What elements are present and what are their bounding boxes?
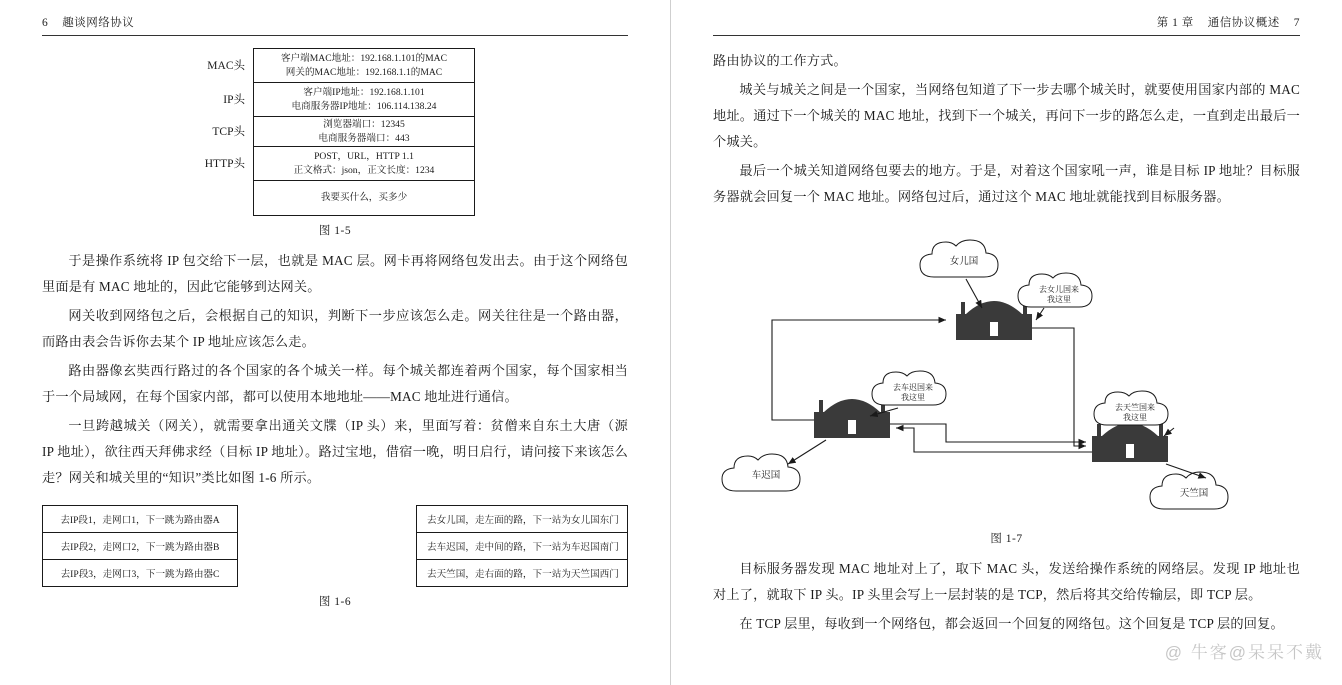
figure-1-7 — [714, 224, 1299, 524]
callout-chechigo — [872, 371, 946, 405]
routing-row: 去女儿国，走左面的路，下一站为女儿国东门 — [417, 506, 627, 533]
watermark: @ 牛客@呆呆不戴 — [1164, 643, 1324, 662]
routing-row: 去IP段3，走网口3，下一跳为路由器C — [60, 569, 220, 580]
svg-text:我这里: 我这里 — [901, 393, 925, 402]
routing-table-ip — [42, 505, 238, 587]
right-paragraph-2: 城关与城关之间是一个国家，当网络包知道了下一步去哪个城关时，就要使用国家内部的 MAC 地址。通过下一个城关的 MAC 地址，找到下一个城关，再问下一步的路怎么走，一直到走出最后一个城关。 — [713, 82, 1300, 149]
label-http-header: HTTP头 — [204, 158, 245, 170]
routing-row: 去IP段1，走网口1，下一跳为路由器A — [43, 506, 237, 533]
cloud-nuergo — [920, 240, 998, 277]
left-paragraph-3: 路由器像玄奘西行路过的各个国家的各个城关一样。每个城关都连着两个国家，每个国家相当于一个局域网，在每个国家内部，都可以使用本地地址——MAC 地址进行通信。 — [42, 363, 628, 404]
right-paragraph-5: 在 TCP 层里，每收到一个网络包，都会返回一个回复的网络包。这个回复是 TCP 层的回复。 — [739, 616, 1284, 631]
right-paragraph-4: 目标服务器发现 MAC 地址对上了，取下 MAC 头，发送给操作系统的网络层。发现 IP 地址也对上了，就取下 IP 头。IP 头里会写上一层封装的是 TCP，然后将其交给传输层，即 TCP 层。 — [713, 561, 1300, 602]
right-paragraph-1: 路由协议的工作方式。 — [713, 53, 847, 68]
right-head-rule — [713, 35, 1300, 36]
routing-row: 去天竺国，走右面的路，下一站为天竺国西门 — [427, 569, 619, 580]
packet-tcp-line-2: 电商服务器端口：443 — [318, 132, 410, 144]
label-tcp-header: TCP头 — [212, 126, 245, 138]
figure-1-5-labels — [195, 48, 253, 216]
packet-row-ip — [254, 83, 474, 117]
left-paragraph-4: 一旦跨越城关（网关），就需要拿出通关文牒（IP 头）来，里面写着：贫僧来自东土大唐（源 IP 地址），欲往西天拜佛求经（目标 IP 地址）。路过宝地，借宿一晚，明日启行，请问接下来该怎么走？网关和城关里的“知识”类比如图 1-6 所示。 — [42, 418, 628, 485]
cloud-chechigo — [722, 454, 800, 491]
left-page-number: 6 — [42, 17, 49, 29]
right-page-number: 7 — [1293, 17, 1300, 29]
gateway-icon-left — [814, 399, 890, 438]
svg-text:我这里: 我这里 — [1123, 413, 1147, 422]
routing-row: 去IP段2，走网口2，下一跳为路由器B — [43, 533, 237, 560]
figure-1-5-packet-box — [253, 48, 475, 216]
packet-row-payload — [254, 181, 474, 215]
gateway-icon-right — [1092, 423, 1168, 462]
packet-tcp-line-1: 浏览器端口：12345 — [323, 118, 405, 130]
packet-http-line-2: 正文格式：json，正文长度：1234 — [293, 164, 435, 176]
left-running-title: 趣谈网络协议 — [62, 17, 135, 29]
right-running-title: 通信协议概述 — [1207, 17, 1280, 29]
right-running-chapter: 第 1 章 — [1156, 17, 1194, 29]
svg-text:车迟国: 车迟国 — [751, 470, 781, 481]
svg-text:女儿国: 女儿国 — [949, 256, 979, 267]
svg-text:我这里: 我这里 — [1047, 295, 1071, 304]
right-paragraph-3: 最后一个城关知道网络包要去的地方。于是，对着这个国家吼一声，谁是目标 IP 地址？目标服务器就会回复一个 MAC 地址。网络包过后，通过这个 MAC 地址就能找到目标服务器。 — [713, 163, 1300, 204]
callout-nuergo — [1018, 273, 1092, 307]
figure-1-6-caption: 图 1-6 — [318, 596, 352, 608]
left-running-head — [42, 14, 628, 32]
left-paragraph-2: 网关收到网络包之后，会根据自己的知识，判断下一步应该怎么走。网关往往是一个路由器，而路由表会告诉你去某个 IP 地址应该怎么走。 — [42, 308, 628, 349]
callout-tianzhuguo — [1094, 391, 1168, 425]
packet-ip-line-1: 客户端IP地址：192.168.1.101 — [303, 86, 425, 98]
label-mac-header: MAC头 — [207, 60, 245, 72]
packet-http-line-1: POST，URL，HTTP 1.1 — [314, 150, 414, 162]
cloud-tianzhuguo — [1150, 472, 1228, 509]
figure-1-7-caption: 图 1-7 — [990, 533, 1023, 545]
svg-text:去车迟国来: 去车迟国来 — [893, 383, 933, 392]
right-page — [671, 0, 1342, 685]
packet-row-tcp — [254, 117, 474, 147]
packet-mac-line-1: 客户端MAC地址：192.168.1.101的MAC — [280, 52, 448, 64]
gateway-icon-top — [956, 301, 1032, 340]
packet-row-mac — [254, 49, 474, 83]
svg-text:去女儿国来: 去女儿国来 — [1039, 285, 1079, 294]
right-running-head — [713, 14, 1300, 32]
routing-row: 去车迟国，走中间的路，下一站为车迟国南门 — [417, 533, 627, 560]
figure-1-6 — [42, 505, 628, 587]
packet-mac-line-2: 网关的MAC地址：192.168.1.1的MAC — [285, 66, 443, 78]
left-paragraph-1: 于是操作系统将 IP 包交给下一层，也就是 MAC 层。网卡再将网络包发出去。由于这个网络包里面是有 MAC 地址的，因此它能够到达网关。 — [42, 253, 628, 294]
figure-1-5 — [42, 48, 628, 216]
routing-table-analogy — [416, 505, 628, 587]
packet-ip-line-2: 电商服务器IP地址：106.114.138.24 — [291, 100, 437, 112]
packet-payload-text: 我要买什么，买多少 — [320, 192, 408, 203]
svg-text:去天竺国来: 去天竺国来 — [1115, 403, 1155, 412]
packet-row-http — [254, 147, 474, 181]
left-head-rule — [42, 35, 628, 36]
label-ip-header: IP头 — [223, 94, 245, 106]
svg-text:天竺国: 天竺国 — [1179, 488, 1209, 499]
figure-1-5-caption: 图 1-5 — [318, 225, 352, 237]
